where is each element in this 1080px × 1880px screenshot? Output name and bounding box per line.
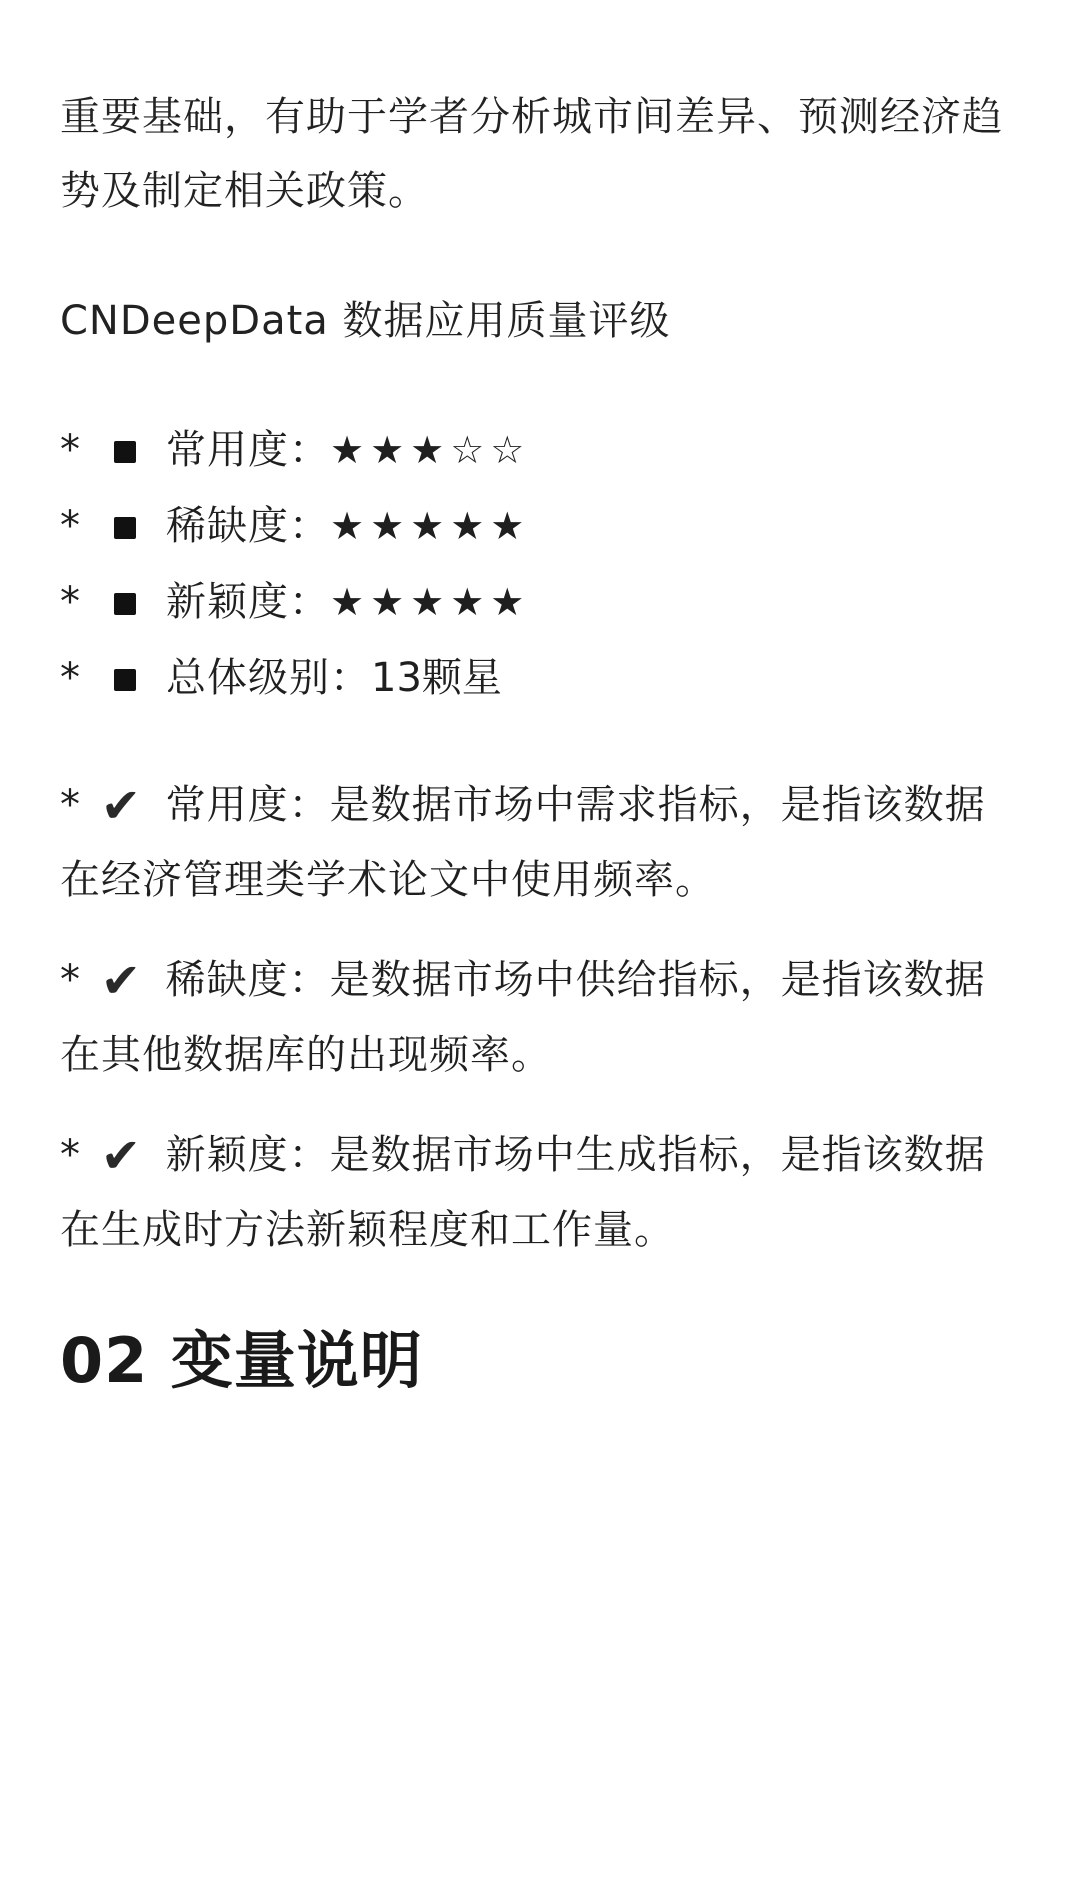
note-label: 稀缺度： [165, 957, 330, 1003]
rating-item-usage [60, 412, 1020, 488]
list-bullet: * [60, 957, 81, 1003]
star-rating: ★★★★★ [330, 580, 531, 624]
note-label: 常用度： [165, 782, 330, 828]
rating-item-overall [60, 640, 1020, 716]
rating-item-scarcity [60, 488, 1020, 564]
rating-section-title: CNDeepData 数据应用质量评级 [60, 298, 671, 344]
rating-item-novelty [60, 564, 1020, 640]
note-scarcity [60, 943, 1020, 1092]
list-bullet: * [60, 655, 80, 701]
black-square-icon [114, 669, 136, 691]
intro-paragraph: 重要基础，有助于学者分析城市间差异、预测经济趋势及制定相关政策。 [60, 94, 1003, 214]
section-heading: 02 变量说明 [60, 1324, 423, 1397]
check-icon: ✔ [100, 953, 142, 1009]
rating-label: 常用度： [166, 427, 330, 473]
list-bullet: * [60, 427, 80, 473]
black-square-icon [114, 593, 136, 615]
list-bullet: * [60, 1132, 81, 1178]
note-label: 新颖度： [165, 1132, 330, 1178]
star-rating: ★★★★★ [330, 504, 531, 548]
rating-list [60, 412, 1020, 716]
check-icon: ✔ [100, 1128, 142, 1184]
rating-label: 总体级别： [166, 655, 371, 701]
rating-notes [60, 768, 1020, 1267]
rating-label: 稀缺度： [166, 503, 330, 549]
list-bullet: * [60, 579, 80, 625]
star-rating: ★★★☆☆ [330, 428, 531, 472]
check-icon: ✔ [100, 778, 142, 834]
overall-rating-value: 13颗星 [371, 655, 502, 701]
note-text: 是数据市场中供给指标，是指该数据在其他数据库的出现频率。 [60, 957, 986, 1078]
list-bullet: * [60, 782, 81, 828]
list-bullet: * [60, 503, 80, 549]
rating-label: 新颖度： [166, 579, 330, 625]
black-square-icon [114, 517, 136, 539]
note-usage [60, 768, 1020, 917]
note-text: 是数据市场中需求指标，是指该数据在经济管理类学术论文中使用频率。 [60, 782, 986, 903]
black-square-icon [114, 441, 136, 463]
note-novelty [60, 1118, 1020, 1267]
article-page [0, 80, 1080, 1880]
note-text: 是数据市场中生成指标，是指该数据在生成时方法新颖程度和工作量。 [60, 1132, 986, 1253]
